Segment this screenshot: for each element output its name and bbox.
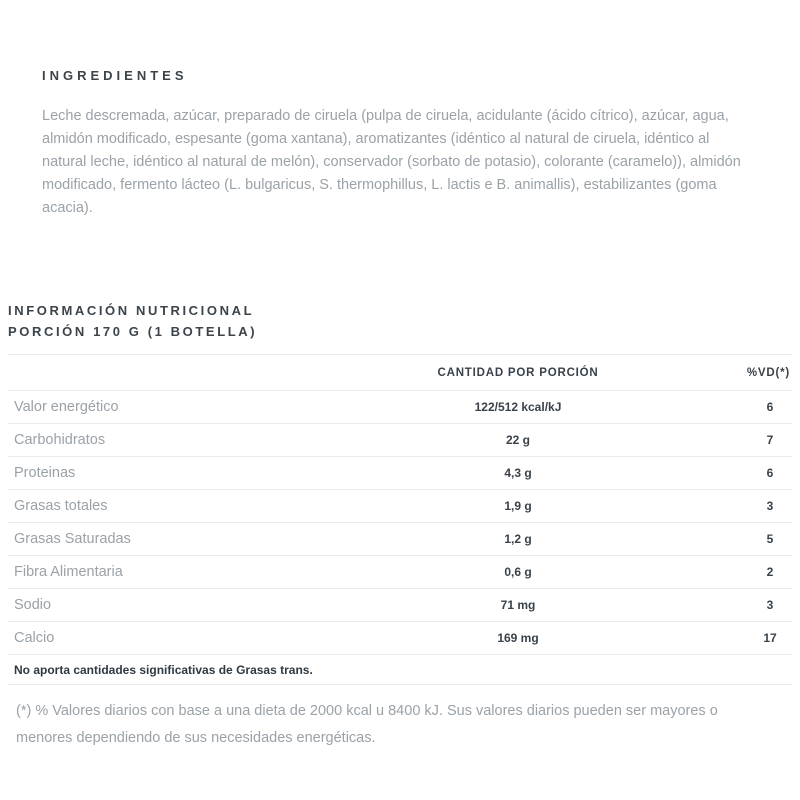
row-amount: 122/512 kcal/kJ (474, 400, 562, 414)
header-vd: %VD(*) (746, 366, 790, 379)
portion-heading: PORCIÓN 170 G (1 BOTELLA) (8, 324, 258, 339)
trans-fat-note-row (8, 654, 792, 685)
nutrition-table (8, 354, 792, 685)
row-vd: 3 (766, 598, 774, 612)
row-vd: 17 (763, 631, 777, 645)
row-label: Carbohidratos (14, 432, 106, 448)
table-header-row (8, 354, 792, 390)
row-vd: 6 (766, 400, 774, 414)
header-amount: CANTIDAD POR PORCIÓN (437, 366, 599, 379)
ingredients-section (0, 0, 800, 220)
row-label: Calcio (14, 630, 55, 646)
row-vd: 6 (766, 466, 774, 480)
ingredients-heading: INGREDIENTES (42, 68, 188, 83)
row-amount: 1,2 g (504, 532, 532, 546)
row-amount: 169 mg (497, 631, 539, 645)
row-amount: 1,9 g (504, 499, 532, 513)
row-amount: 4,3 g (504, 466, 532, 480)
row-label: Grasas totales (14, 498, 108, 514)
table-row (8, 456, 792, 489)
nutrition-section (0, 300, 800, 752)
trans-fat-note: No aporta cantidades significativas de Grasas trans. (14, 662, 313, 677)
row-amount: 0,6 g (504, 565, 532, 579)
row-vd: 7 (766, 433, 774, 447)
row-vd: 2 (766, 565, 774, 579)
row-amount: 71 mg (500, 598, 536, 612)
row-label: Fibra Alimentaria (14, 564, 123, 580)
table-row (8, 489, 792, 522)
row-vd: 3 (766, 499, 774, 513)
row-label: Valor energético (14, 399, 119, 415)
table-row (8, 390, 792, 423)
row-amount: 22 g (505, 433, 530, 447)
table-row (8, 555, 792, 588)
nutrition-headings (8, 300, 792, 342)
table-row (8, 522, 792, 555)
table-row (8, 588, 792, 621)
row-vd: 5 (766, 532, 774, 546)
row-label: Grasas Saturadas (14, 531, 131, 547)
daily-values-footnote: (*) % Valores diarios con base a una dieta de 2000 kcal u 8400 kJ. Sus valores diarios pueden ser mayores o menores dependiendo de sus necesidades energéticas. (16, 703, 718, 746)
table-row (8, 621, 792, 654)
table-row (8, 423, 792, 456)
row-label: Sodio (14, 597, 52, 613)
row-label: Proteinas (14, 465, 76, 481)
ingredients-text: Leche descremada, azúcar, preparado de ciruela (pulpa de ciruela, acidulante (ácido cítrico), azúcar, agua, almidón modificado, espesante (goma xantana), aromatizantes (idéntico al natural de ciruela, idéntico al natural leche, idéntico al natural de melón), conservador (sorbato de potasio), colorante (caramelo)), almidón modificado, fermento lácteo (L. bulgaricus, S. thermophillus, L. lactis e B. animallis), estabilizantes (goma acacia). (42, 108, 741, 216)
nutrition-heading: INFORMACIÓN NUTRICIONAL (8, 303, 255, 318)
